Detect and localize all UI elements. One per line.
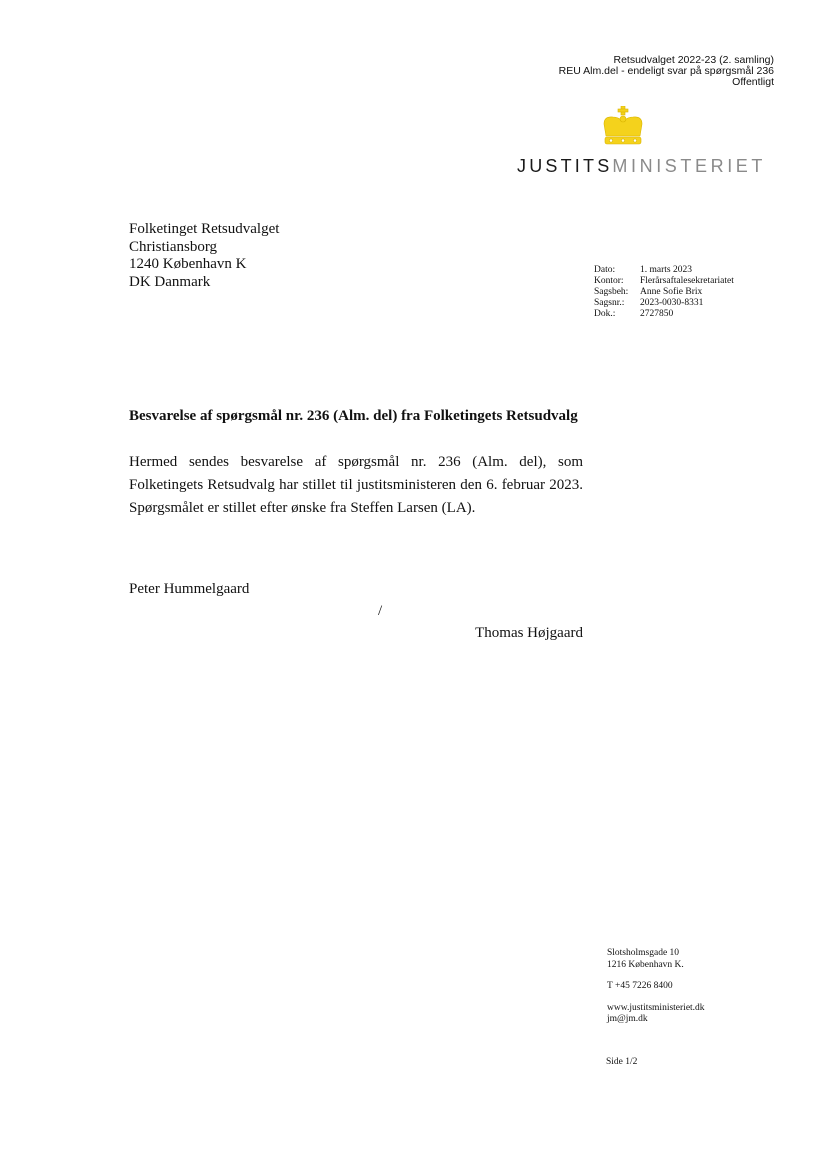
logo-text-bold: JUSTITS bbox=[517, 156, 613, 176]
page-number: Side 1/2 bbox=[606, 1057, 638, 1067]
recipient-line: 1240 København K bbox=[129, 256, 247, 272]
recipient-address bbox=[129, 221, 279, 291]
meta-key: Sagsnr.: bbox=[594, 298, 625, 308]
meta-value: 2023-0030-8331 bbox=[640, 298, 704, 308]
meta-value: 1. marts 2023 bbox=[640, 265, 692, 275]
letter-body: Hermed sendes besvarelse af spørgsmål nr. 236 (Alm. del), som Folketingets Retsudvalg har stillet til justitsministeren den 6. februar 2023. Spørgsmålet er stillet efter ønske fra Steffen Larsen (LA). bbox=[129, 454, 583, 516]
meta-row-date bbox=[594, 265, 734, 276]
meta-row-handler bbox=[594, 287, 734, 298]
document-reference bbox=[559, 55, 774, 88]
recipient-line: Christiansborg bbox=[129, 238, 218, 255]
reference-line-status: Offentligt bbox=[732, 76, 774, 88]
reference-line-committee: Retsudvalget 2022-23 (2. samling) bbox=[613, 54, 774, 66]
case-metadata bbox=[594, 265, 734, 320]
ministry-logo-text bbox=[517, 156, 766, 176]
recipient-line: DK Danmark bbox=[129, 273, 211, 290]
footer-address-city: 1216 København K. bbox=[607, 959, 684, 970]
ministry-contact bbox=[607, 948, 705, 1026]
meta-key: Sagsbeh: bbox=[594, 287, 629, 297]
meta-key: Dok.: bbox=[594, 309, 616, 319]
letter-subject: Besvarelse af spørgsmål nr. 236 (Alm. del) fra Folketingets Retsudvalg bbox=[129, 408, 578, 424]
signature-separator: / bbox=[378, 603, 383, 619]
meta-value: 2727850 bbox=[640, 309, 674, 319]
footer-address-street: Slotsholmsgade 10 bbox=[607, 948, 680, 958]
crown-icon bbox=[598, 106, 648, 148]
footer-website: www.justitsministeriet.dk bbox=[607, 1002, 705, 1013]
meta-row-office bbox=[594, 276, 734, 287]
meta-key: Kontor: bbox=[594, 276, 624, 286]
signature-official: Thomas Højgaard bbox=[475, 625, 583, 641]
logo-text-light: MINISTERIET bbox=[612, 156, 767, 176]
meta-value: Flerårsaftalesekretariatet bbox=[640, 276, 734, 286]
meta-row-case-number bbox=[594, 298, 734, 309]
footer-phone: T +45 7226 8400 bbox=[607, 981, 673, 991]
meta-key: Dato: bbox=[594, 265, 616, 275]
recipient-line: Folketinget Retsudvalget bbox=[129, 221, 280, 237]
reference-line-answer: REU Alm.del - endeligt svar på spørgsmål 236 bbox=[558, 65, 774, 77]
meta-row-document bbox=[594, 309, 734, 320]
meta-value: Anne Sofie Brix bbox=[640, 287, 703, 297]
signature-minister: Peter Hummelgaard bbox=[129, 581, 250, 597]
footer-email: jm@jm.dk bbox=[607, 1014, 648, 1024]
